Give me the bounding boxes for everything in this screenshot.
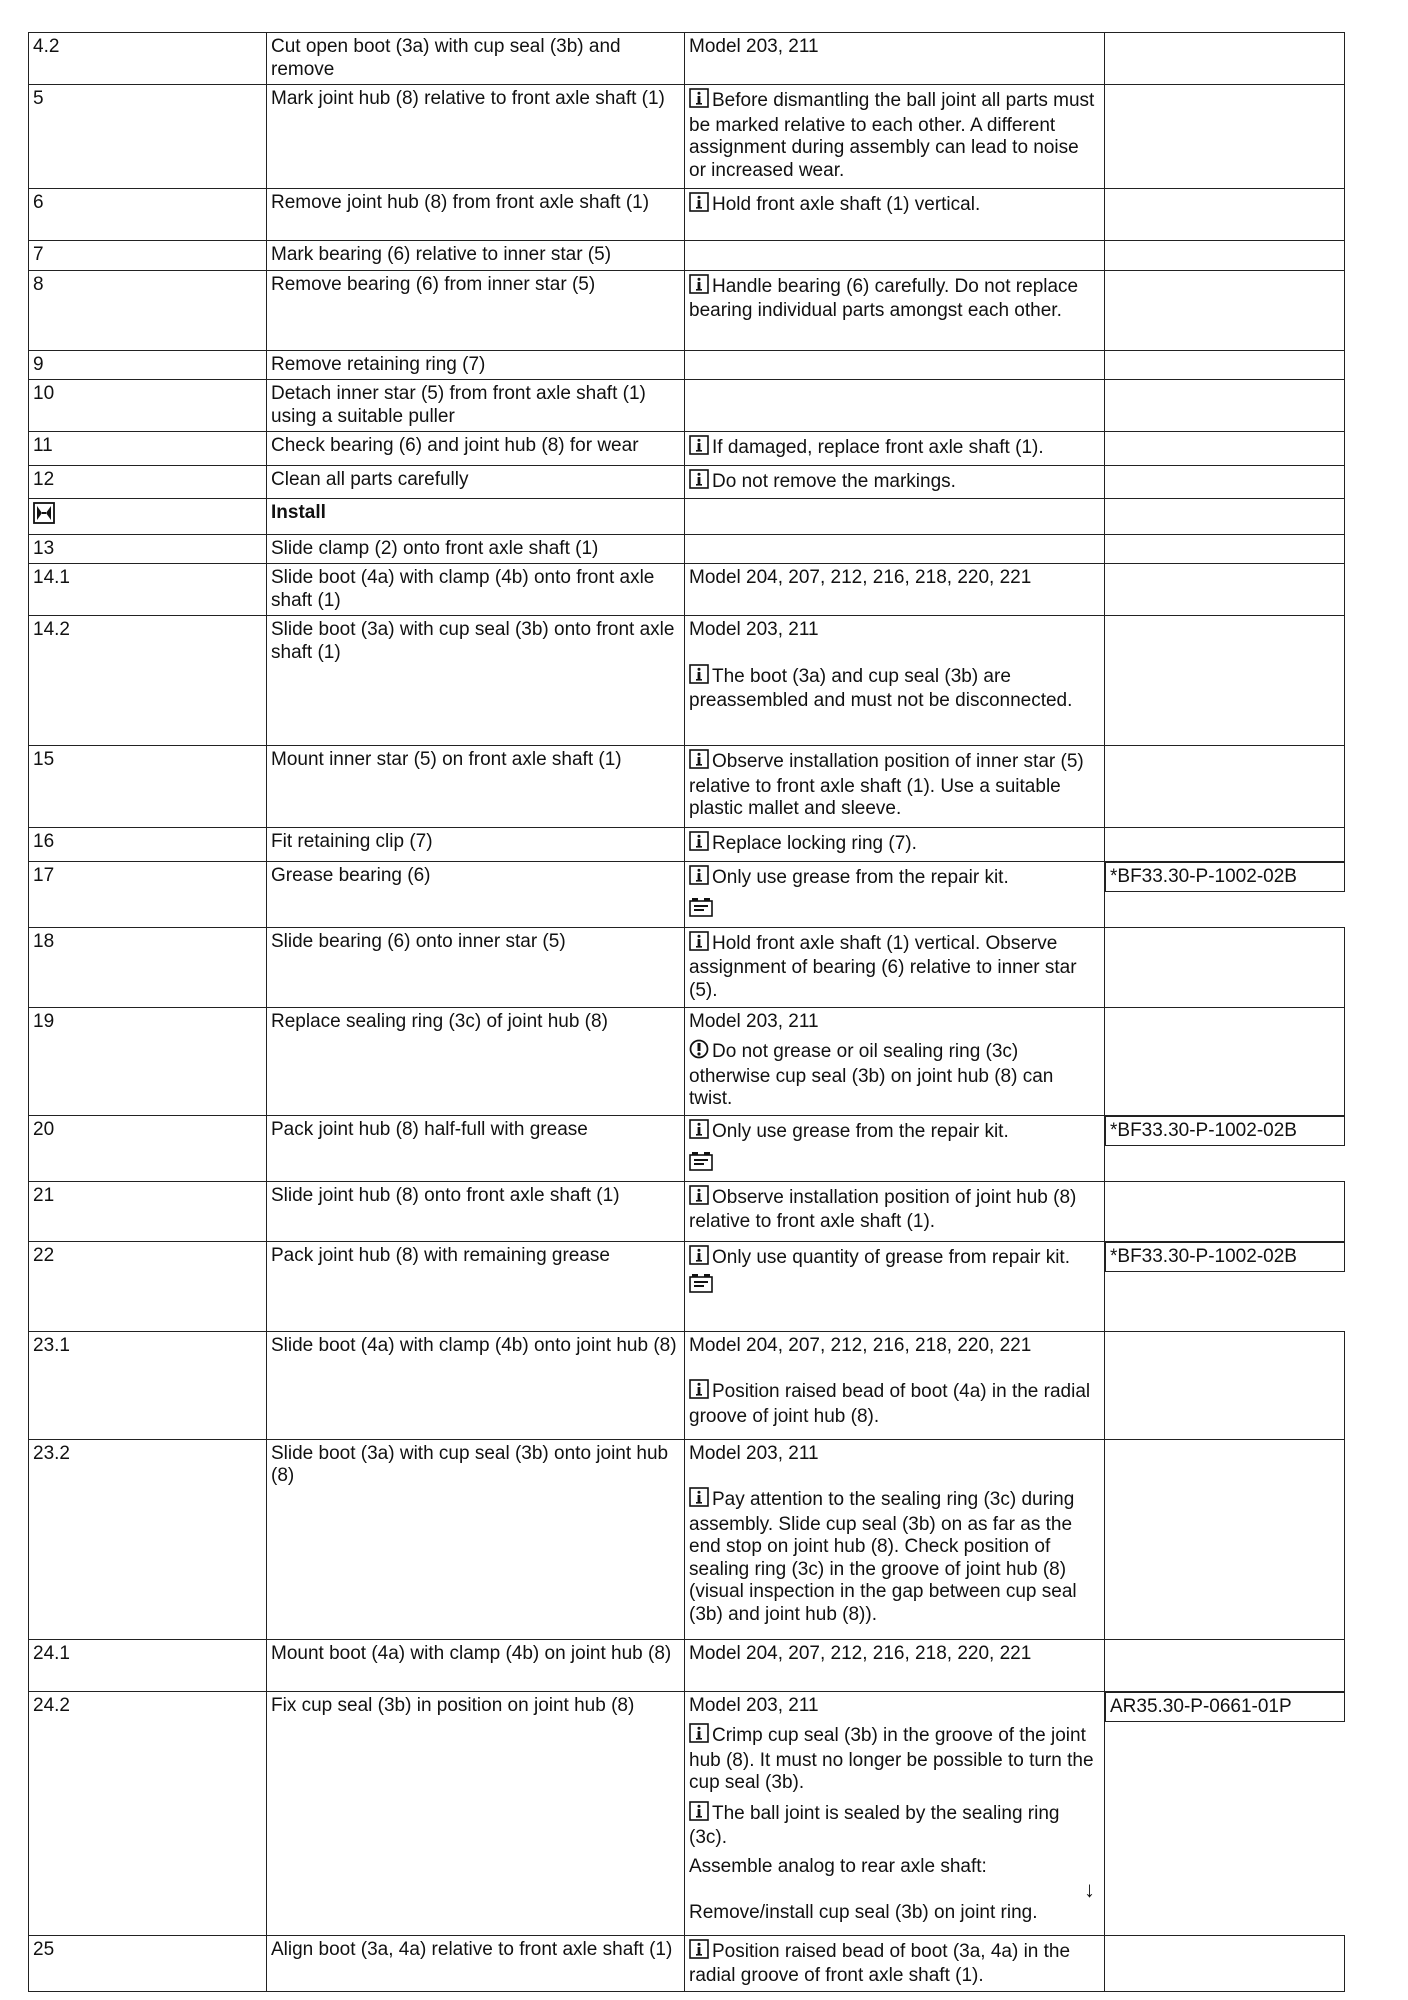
step-number: 17 xyxy=(29,861,267,927)
reference-cell xyxy=(1105,1639,1345,1691)
section-row-install xyxy=(29,499,1345,535)
reference-cell xyxy=(1105,1116,1345,1147)
info-icon xyxy=(689,865,709,892)
table-row xyxy=(29,241,1345,271)
note-cell xyxy=(685,828,1105,862)
reference-cell xyxy=(1105,1242,1345,1273)
step-number: 21 xyxy=(29,1181,267,1241)
operation-text: Cut open boot (3a) with cup seal (3b) and remove xyxy=(267,33,685,85)
operation-text: Slide boot (3a) with cup seal (3b) onto joint hub (8) xyxy=(267,1439,685,1639)
note-cell xyxy=(685,746,1105,828)
note-text: Pay attention to the sealing ring (3c) during assembly. Slide cup seal (3b) on as far as the end stop on joint hub (8). Check position of sealing ring (3c) in the groove of joint hub (8) (visual inspection in the gap between cup seal (3b) and joint hub (8)). xyxy=(689,1489,1077,1625)
operation-text: Mark joint hub (8) relative to front axle shaft (1) xyxy=(267,85,685,189)
table-row xyxy=(29,828,1345,862)
info-icon xyxy=(689,1487,709,1514)
note-text: Only use grease from the repair kit. xyxy=(712,1120,1009,1142)
info-icon xyxy=(689,274,709,301)
table-row xyxy=(29,927,1345,1007)
table-row xyxy=(29,861,1345,927)
note-text: Do not grease or oil sealing ring (3c) otherwise cup seal (3b) on joint hub (8) can twist. xyxy=(689,1041,1054,1109)
note-cell xyxy=(685,927,1105,1007)
note-cell xyxy=(685,241,1105,271)
note-cell xyxy=(685,270,1105,350)
reference-cell xyxy=(1105,1439,1345,1639)
reference-cell xyxy=(1105,927,1345,1007)
step-number: 14.1 xyxy=(29,564,267,616)
procedure-sheet xyxy=(28,32,1344,1992)
reference-cell xyxy=(1105,534,1345,564)
note-text: Hold front axle shaft (1) vertical. Observe assignment of bearing (6) relative to inner star (5). xyxy=(689,932,1077,1001)
info-icon xyxy=(689,664,709,691)
reference-cell xyxy=(1105,189,1345,241)
table-row xyxy=(29,1115,1345,1181)
table-row xyxy=(29,380,1345,432)
model-note: Model 204, 207, 212, 216, 218, 220, 221 xyxy=(689,1334,1032,1356)
note-cell xyxy=(685,1181,1105,1241)
operation-text: Slide boot (3a) with cup seal (3b) onto front axle shaft (1) xyxy=(267,616,685,746)
reference-cell xyxy=(1105,33,1345,85)
table-row xyxy=(29,1935,1345,1991)
table-row xyxy=(29,1691,1345,1935)
note-cell xyxy=(685,350,1105,380)
reference-cell xyxy=(1105,746,1345,828)
table-row xyxy=(29,350,1345,380)
model-note: Model 203, 211 xyxy=(689,1694,819,1716)
step-number: 25 xyxy=(29,1935,267,1991)
table-row xyxy=(29,33,1345,85)
note-text: The ball joint is sealed by the sealing ring (3c). xyxy=(689,1802,1060,1848)
step-number: 18 xyxy=(29,927,267,1007)
reference-cell xyxy=(1105,1181,1345,1241)
operation-text: Slide boot (4a) with clamp (4b) onto front axle shaft (1) xyxy=(267,564,685,616)
step-number: 10 xyxy=(29,380,267,432)
note-text: Hold front axle shaft (1) vertical. xyxy=(712,194,981,215)
table-row xyxy=(29,465,1345,499)
info-icon xyxy=(689,192,709,219)
reference-cell xyxy=(1105,862,1345,893)
model-note: Model 203, 211 xyxy=(689,1010,819,1032)
step-number: 20 xyxy=(29,1115,267,1181)
reference-cell xyxy=(1105,499,1345,535)
operation-text: Slide joint hub (8) onto front axle shaft (1) xyxy=(267,1181,685,1241)
table-row xyxy=(29,534,1345,564)
note-text: If damaged, replace front axle shaft (1). xyxy=(712,437,1044,458)
note-text: Only use grease from the repair kit. xyxy=(712,866,1009,888)
note-text: Handle bearing (6) carefully. Do not replace bearing individual parts amongst each other. xyxy=(689,275,1079,321)
note-text: Assemble analog to rear axle shaft: xyxy=(689,1855,987,1877)
operation-text: Pack joint hub (8) half-full with grease xyxy=(267,1115,685,1181)
reference-cell xyxy=(1105,350,1345,380)
reference-cell xyxy=(1105,465,1345,499)
info-icon xyxy=(689,469,709,496)
step-number: 14.2 xyxy=(29,616,267,746)
install-section-cell xyxy=(29,499,267,535)
grease-kit-icon xyxy=(689,1155,713,1176)
model-note: Model 204, 207, 212, 216, 218, 220, 221 xyxy=(689,1642,1032,1664)
document-reference-link[interactable]: *BF33.30-P-1002-02B xyxy=(1110,1119,1297,1141)
note-text: Only use quantity of grease from repair kit. xyxy=(712,1246,1070,1268)
step-number: 13 xyxy=(29,534,267,564)
table-row xyxy=(29,1241,1345,1331)
install-icon xyxy=(33,508,55,529)
operation-text: Fit retaining clip (7) xyxy=(267,828,685,862)
operation-text: Fix cup seal (3b) in position on joint hub (8) xyxy=(267,1691,685,1935)
info-icon xyxy=(689,931,709,958)
note-cell xyxy=(685,465,1105,499)
note-text: Remove/install cup seal (3b) on joint ring. xyxy=(689,1902,1038,1923)
table-row xyxy=(29,1439,1345,1639)
step-number: 6 xyxy=(29,189,267,241)
grease-kit-icon xyxy=(689,1277,713,1298)
info-icon xyxy=(689,831,709,858)
reference-cell xyxy=(1105,380,1345,432)
note-text: Position raised bead of boot (4a) in the radial groove of joint hub (8). xyxy=(689,1381,1091,1427)
note-text: Observe installation position of inner star (5) relative to front axle shaft (1). Use a suitable plastic mallet and sleeve. xyxy=(689,751,1084,819)
reference-cell xyxy=(1105,1007,1345,1115)
caution-icon xyxy=(689,1039,709,1066)
note-text: Observe installation position of joint hub (8) relative to front axle shaft (1). xyxy=(689,1186,1077,1232)
note-text: Position raised bead of boot (3a, 4a) in the radial groove of front axle shaft (1). xyxy=(689,1940,1071,1986)
operation-text: Align boot (3a, 4a) relative to front axle shaft (1) xyxy=(267,1935,685,1991)
model-note: Model 204, 207, 212, 216, 218, 220, 221 xyxy=(689,567,1032,588)
operation-text: Mount boot (4a) with clamp (4b) on joint hub (8) xyxy=(267,1639,685,1691)
reference-cell xyxy=(1105,564,1345,616)
grease-kit-icon xyxy=(689,901,713,922)
operation-text: Detach inner star (5) from front axle shaft (1) using a suitable puller xyxy=(267,380,685,432)
operation-text: Mark bearing (6) relative to inner star (5) xyxy=(267,241,685,271)
info-icon xyxy=(689,749,709,776)
operation-text: Slide clamp (2) onto front axle shaft (1) xyxy=(267,534,685,564)
info-icon xyxy=(689,1939,709,1966)
note-cell xyxy=(685,1935,1105,1991)
note-cell xyxy=(685,1007,1105,1115)
note-cell xyxy=(685,534,1105,564)
step-number: 5 xyxy=(29,85,267,189)
note-cell xyxy=(685,861,1105,927)
document-reference-link[interactable]: *BF33.30-P-1002-02B xyxy=(1110,865,1297,887)
table-row xyxy=(29,616,1345,746)
step-number: 19 xyxy=(29,1007,267,1115)
step-number: 4.2 xyxy=(29,33,267,85)
info-icon xyxy=(689,1119,709,1146)
operation-text: Mount inner star (5) on front axle shaft (1) xyxy=(267,746,685,828)
step-number: 9 xyxy=(29,350,267,380)
note-text: The boot (3a) and cup seal (3b) are preassembled and must not be disconnected. xyxy=(689,665,1073,711)
step-number: 23.1 xyxy=(29,1331,267,1439)
step-number: 8 xyxy=(29,270,267,350)
note-cell xyxy=(685,1639,1105,1691)
info-icon xyxy=(689,1801,709,1828)
reference-cell xyxy=(1105,241,1345,271)
table-row xyxy=(29,270,1345,350)
reference-cell xyxy=(1105,270,1345,350)
step-number: 23.2 xyxy=(29,1439,267,1639)
note-cell xyxy=(685,33,1105,85)
table-row xyxy=(29,1331,1345,1439)
note-cell xyxy=(685,1439,1105,1639)
step-number: 11 xyxy=(29,432,267,466)
step-number: 24.1 xyxy=(29,1639,267,1691)
note-cell xyxy=(685,85,1105,189)
model-note: Model 203, 211 xyxy=(689,1442,819,1464)
note-cell xyxy=(685,616,1105,746)
note-cell xyxy=(685,1241,1105,1331)
step-number: 24.2 xyxy=(29,1691,267,1935)
table-row xyxy=(29,1007,1345,1115)
model-note: Model 203, 211 xyxy=(689,619,819,640)
operation-text: Check bearing (6) and joint hub (8) for wear xyxy=(267,432,685,466)
operation-text: Slide bearing (6) onto inner star (5) xyxy=(267,927,685,1007)
arrow-down-icon: ↓ xyxy=(1084,1877,1095,1902)
info-icon xyxy=(689,88,709,115)
step-number: 12 xyxy=(29,465,267,499)
reference-cell xyxy=(1105,616,1345,746)
note-cell xyxy=(685,1331,1105,1439)
table-row xyxy=(29,564,1345,616)
step-number: 7 xyxy=(29,241,267,271)
info-icon xyxy=(689,1185,709,1212)
table-row xyxy=(29,189,1345,241)
reference-cell xyxy=(1105,828,1345,862)
note-cell xyxy=(685,432,1105,466)
operation-text: Remove bearing (6) from inner star (5) xyxy=(267,270,685,350)
operation-text: Pack joint hub (8) with remaining grease xyxy=(267,1241,685,1331)
document-reference-link[interactable]: *BF33.30-P-1002-02B xyxy=(1110,1245,1297,1267)
note-text: Before dismantling the ball joint all parts must be marked relative to each other. A different assignment during assembly can lead to noise or increased wear. xyxy=(689,90,1095,181)
note-text: Do not remove the markings. xyxy=(712,470,956,492)
step-number: 15 xyxy=(29,746,267,828)
note-cell xyxy=(685,1691,1105,1935)
note-cell xyxy=(685,499,1105,535)
table-row xyxy=(29,1181,1345,1241)
info-icon xyxy=(689,435,709,462)
reference-cell xyxy=(1105,85,1345,189)
note-cell xyxy=(685,564,1105,616)
note-text: Replace locking ring (7). xyxy=(712,833,917,854)
operation-text: Replace sealing ring (3c) of joint hub (8) xyxy=(267,1007,685,1115)
operation-text: Remove joint hub (8) from front axle shaft (1) xyxy=(267,189,685,241)
note-cell xyxy=(685,380,1105,432)
note-text: Crimp cup seal (3b) in the groove of the joint hub (8). It must no longer be possible to turn the cup seal (3b). xyxy=(689,1725,1094,1793)
note-cell xyxy=(685,189,1105,241)
info-icon xyxy=(689,1379,709,1406)
procedure-table xyxy=(28,32,1345,1992)
reference-cell xyxy=(1105,432,1345,466)
reference-cell xyxy=(1105,1935,1345,1991)
step-number: 16 xyxy=(29,828,267,862)
note-cell xyxy=(685,1115,1105,1181)
section-title: Install xyxy=(267,499,685,535)
operation-text: Slide boot (4a) with clamp (4b) onto joint hub (8) xyxy=(267,1331,685,1439)
reference-cell xyxy=(1105,1692,1345,1723)
table-row xyxy=(29,1639,1345,1691)
operation-text: Clean all parts carefully xyxy=(267,465,685,499)
table-row xyxy=(29,432,1345,466)
document-reference-link[interactable]: AR35.30-P-0661-01P xyxy=(1110,1695,1292,1717)
step-number: 22 xyxy=(29,1241,267,1331)
reference-cell xyxy=(1105,1331,1345,1439)
info-icon xyxy=(689,1723,709,1750)
table-row xyxy=(29,85,1345,189)
table-row xyxy=(29,746,1345,828)
operation-text: Remove retaining ring (7) xyxy=(267,350,685,380)
model-note: Model 203, 211 xyxy=(689,36,819,57)
operation-text: Grease bearing (6) xyxy=(267,861,685,927)
info-icon xyxy=(689,1245,709,1272)
